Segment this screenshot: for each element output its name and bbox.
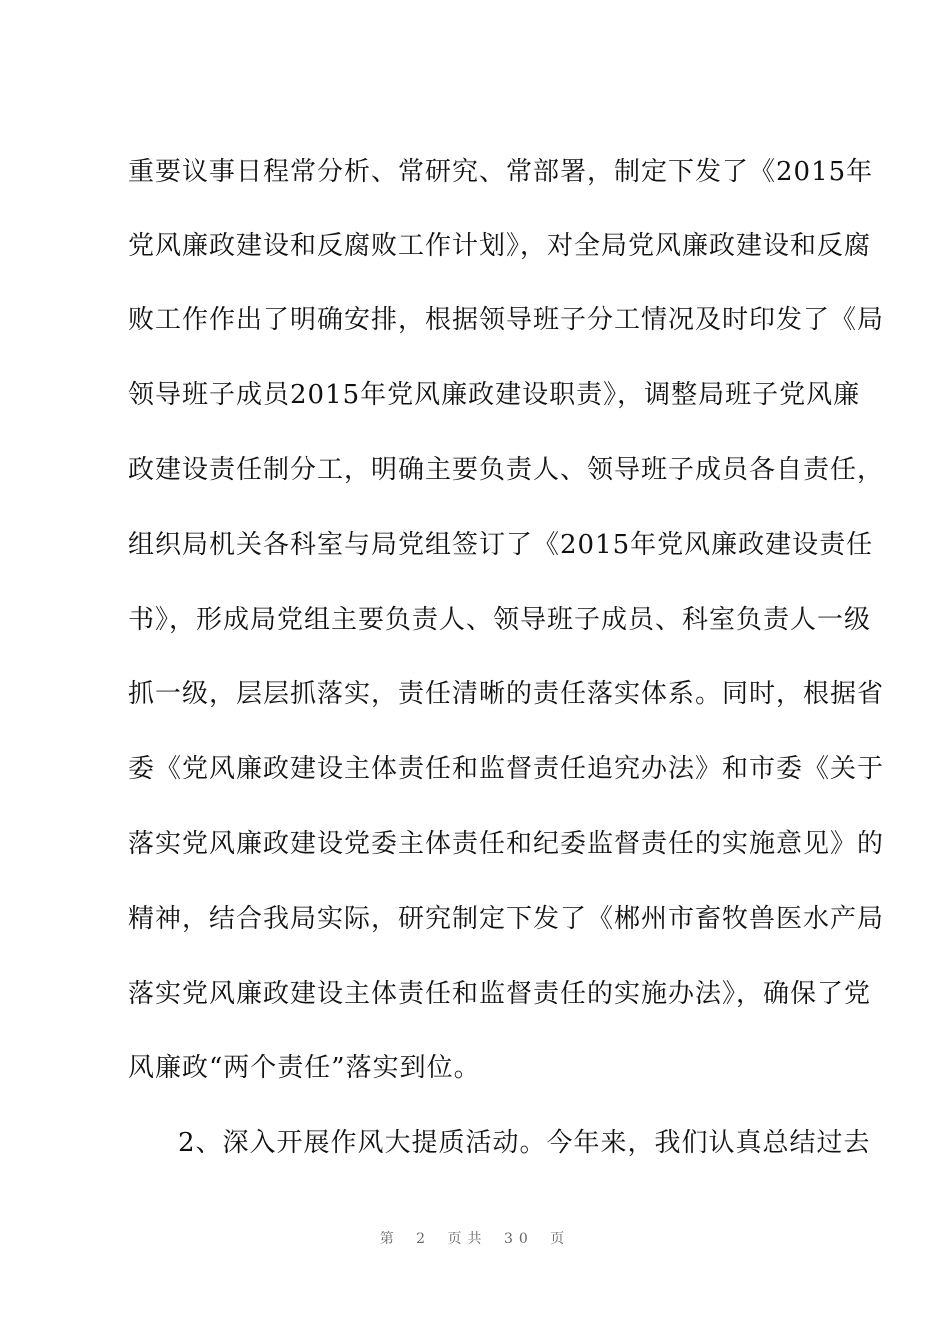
body-text-line: 精神，结合我局实际，研究制定下发了《郴州市畜牧兽医水产局 [128, 904, 885, 934]
body-text-line: 组织局机关各科室与局党组签订了《2015年党风廉政建设责任 [128, 530, 874, 560]
footer-middle: 页共 [447, 1231, 488, 1247]
body-text-line: 党风廉政建设和反腐败工作计划》，对全局党风廉政建设和反腐 [128, 231, 872, 261]
body-text-line: 败工作作出了明确安排，根据领导班子分工情况及时印发了《局 [128, 305, 885, 335]
page-number-footer [0, 1228, 950, 1248]
body-text-line: 书》，形成局党组主要负责人、领导班子成员、科室负责人一级 [128, 605, 872, 635]
body-text-line: 风廉政“两个责任”落实到位。 [128, 1053, 481, 1083]
footer-suffix: 页 [550, 1231, 571, 1247]
total-page-count: 30 [504, 1231, 534, 1247]
body-text-line: 政建设责任制分工，明确主要负责人、领导班子成员各自责任， [128, 455, 885, 485]
paragraph-start-line: 2、深入开展作风大提质活动。今年来，我们认真总结过去 [178, 1128, 871, 1158]
body-text-line: 抓一级，层层抓落实，责任清晰的责任落实体系。同时，根据省 [128, 679, 885, 709]
body-text-line: 领导班子成员2015年党风廉政建设职责》，调整局班子党风廉 [128, 380, 861, 410]
body-text-line: 落实党风廉政建设党委主体责任和纪委监督责任的实施意见》的 [128, 829, 885, 859]
current-page-number: 2 [416, 1231, 432, 1247]
body-text-line: 落实党风廉政建设主体责任和监督责任的实施办法》，确保了党 [128, 979, 872, 1009]
body-text-line: 重要议事日程常分析、常研究、常部署，制定下发了《2015年 [128, 157, 874, 187]
body-text-line: 委《党风廉政建设主体责任和监督责任追究办法》和市委《关于 [128, 754, 885, 784]
footer-prefix: 第 [379, 1231, 400, 1247]
